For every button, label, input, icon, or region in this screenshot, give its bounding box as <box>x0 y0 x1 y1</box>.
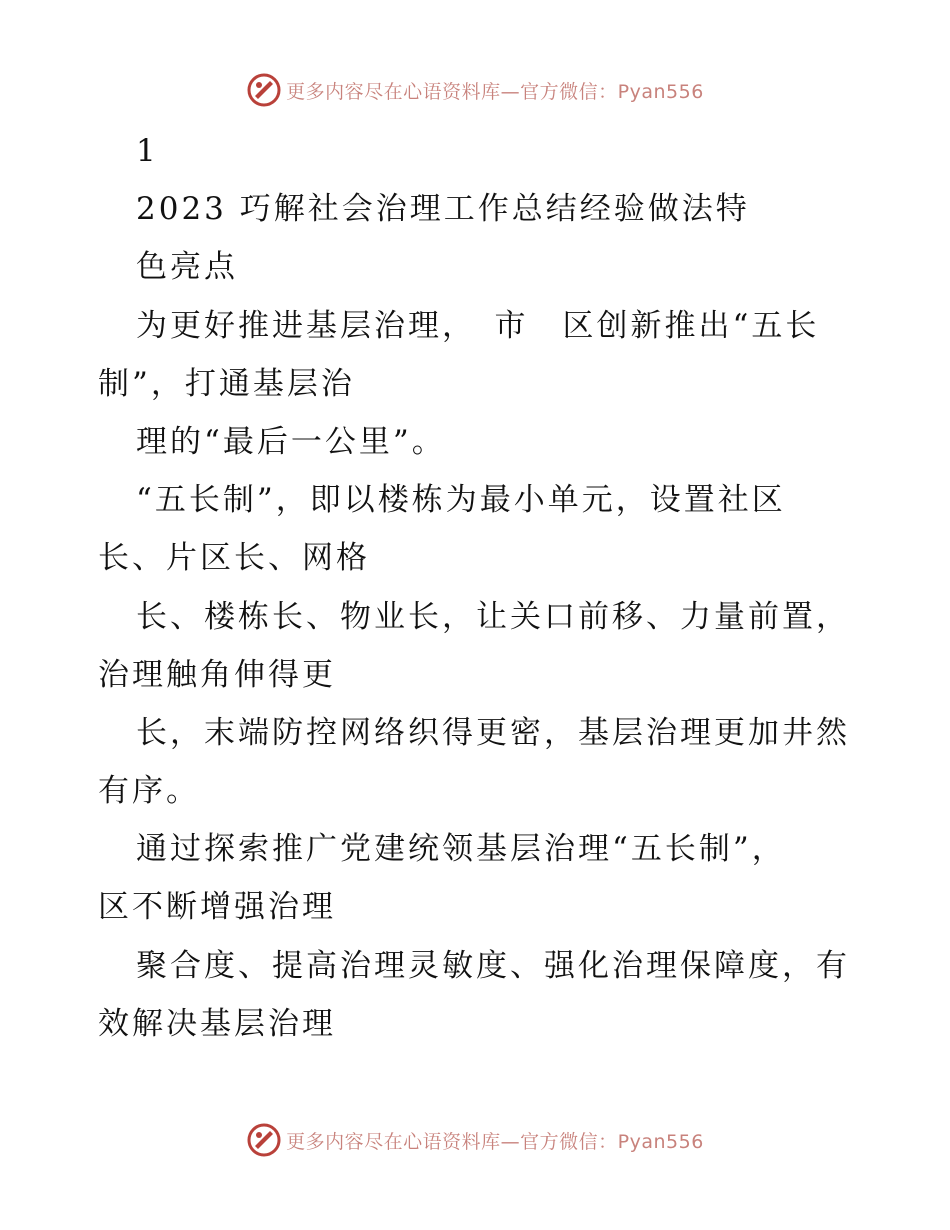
text-line: 通过探索推广党建统领基层治理“五长制”， <box>136 831 786 868</box>
seal-logo-icon <box>246 72 282 108</box>
text-line: 效解决基层治理 <box>98 1005 336 1042</box>
text-line: 区不断增强治理 <box>98 889 336 926</box>
text-line: 聚合度、提高治理灵敏度、强化治理保障度，有 <box>136 947 850 984</box>
watermark-text: 更多内容尽在心语资料库—官方微信：Pyan556 <box>286 1130 704 1153</box>
text-line: 2023 巧解社会治理工作总结经验做法特 <box>136 191 750 228</box>
text-line: 长、片区长、网格 <box>98 540 370 577</box>
watermark-banner-bottom <box>0 1118 950 1162</box>
text-line: 色亮点 <box>136 249 238 286</box>
text-line: 长，末端防控网络织得更密，基层治理更加井然 <box>136 714 850 751</box>
watermark-text: 更多内容尽在心语资料库—官方微信：Pyan556 <box>286 80 704 103</box>
document-body <box>98 122 858 1053</box>
text-line: 长、楼栋长、物业长，让关口前移、力量前置， <box>136 598 850 635</box>
text-line: 治理触角伸得更 <box>98 656 336 693</box>
seal-logo-icon <box>246 1122 282 1158</box>
watermark-banner-top <box>0 68 950 112</box>
text-line: 制”，打通基层治 <box>98 365 355 402</box>
text-line: 1 <box>136 133 159 169</box>
text-line: 理的“最后一公里”。 <box>136 423 446 460</box>
text-line: 有序。 <box>98 773 200 810</box>
text-line: 为更好推进基层治理， 市 区创新推出“五长 <box>136 307 820 344</box>
text-line: “五长制”，即以楼栋为最小单元，设置社区 <box>136 482 786 519</box>
